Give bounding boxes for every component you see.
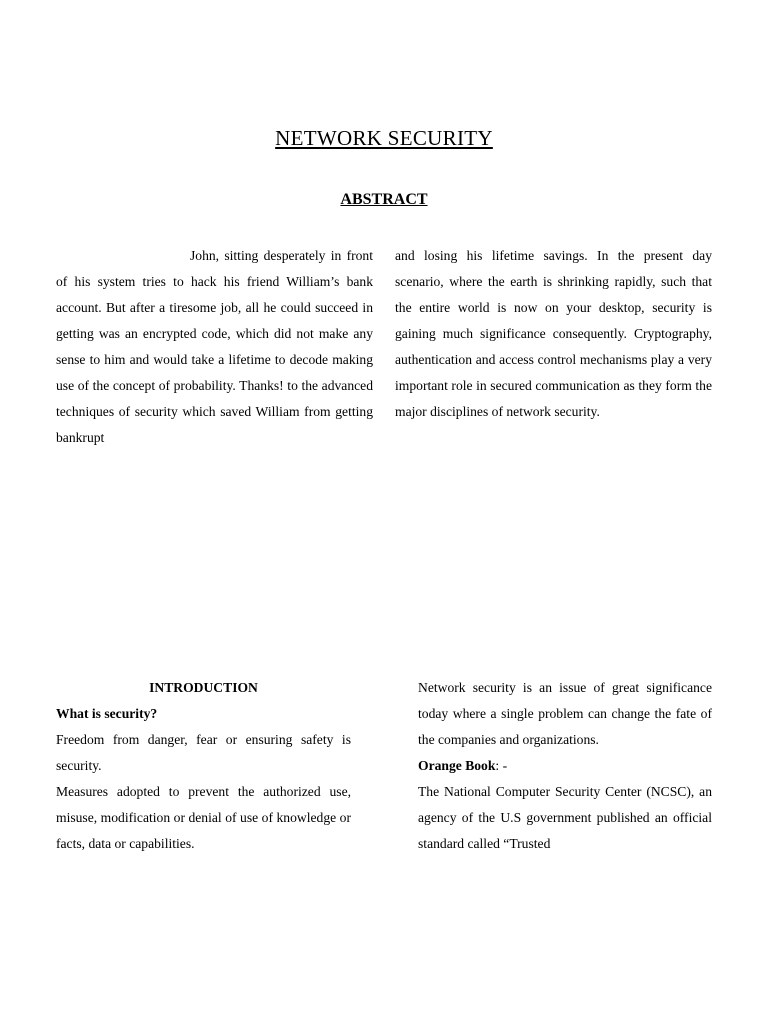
security-definition-1: Freedom from danger, fear or ensuring safety is security. [56,732,351,773]
security-definition-2: Measures adopted to prevent the authorized use, misuse, modification or denial of use of knowledge or facts, data or capabilities. [56,784,351,851]
abstract-left-column: John, sitting desperately in front of his system tries to hack his friend William’s bank account. But after a tiresome job, all he could succeed in getting was an encrypted code, which did not make any sense to him and would take a lifetime to decode making use of the concept of probability. Thanks! to the advanced techniques of security which saved William from getting bankrupt [56,248,373,445]
introduction-heading: INTRODUCTION [149,680,258,695]
orange-book-label: Orange Book [418,758,496,773]
what-is-security-heading: What is security? [56,706,158,721]
network-security-paragraph: Network security is an issue of great significance today where a single problem can change the fate of the companies and organizations. [418,680,712,747]
document-title: NETWORK SECURITY [275,126,493,150]
introduction-right-column [418,675,712,857]
orange-book-suffix: : - [495,758,508,773]
abstract-heading: ABSTRACT [340,191,428,208]
abstract-right-column: and losing his lifetime savings. In the present day scenario, where the earth is shrinking rapidly, such that the entire world is now on your desktop, security is gaining much significance consequently. Cryptography, authentication and access control mechanisms play a very important role in secured communication as they form the major disciplines of network security. [395,248,712,419]
introduction-left-column [56,675,351,857]
orange-book-heading [418,753,712,779]
ncsc-paragraph: The National Computer Security Center (NCSC), an agency of the U.S government published an official standard called “Trusted [418,784,712,851]
